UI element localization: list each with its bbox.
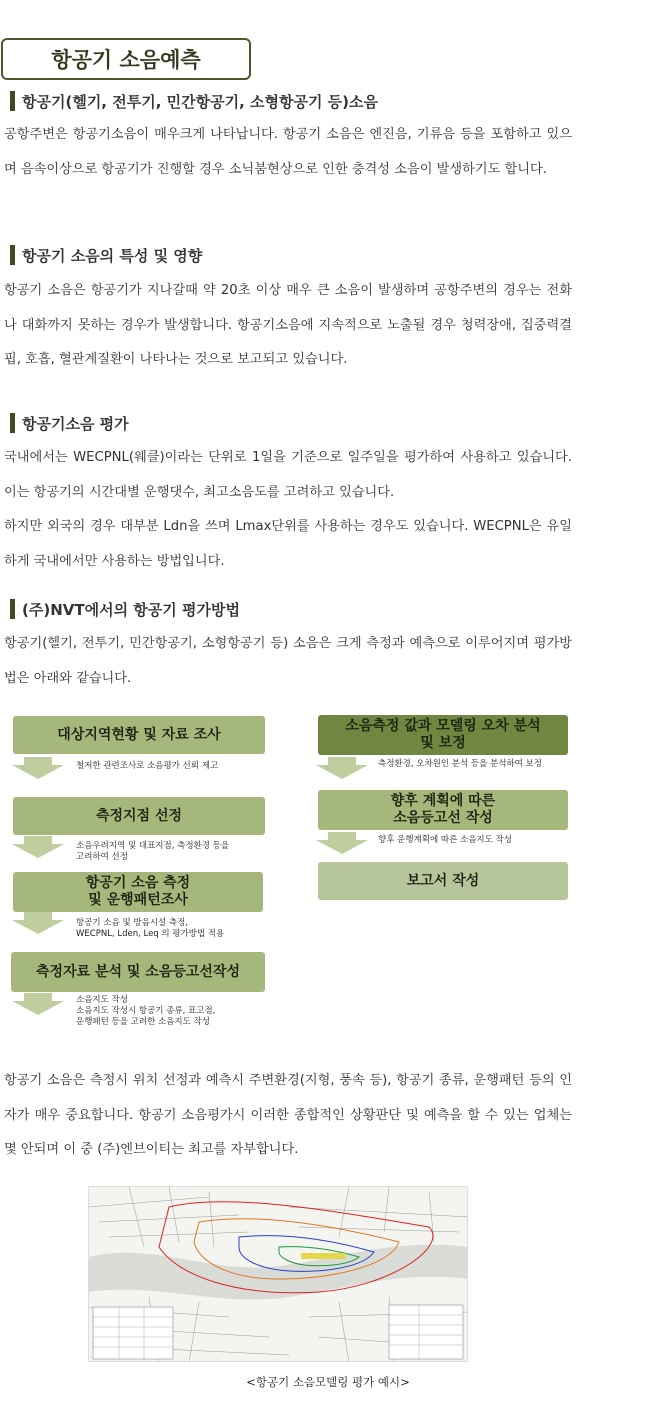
flow-arrow-down-icon <box>12 836 64 858</box>
heading-text: 항공기소음 평가 <box>22 414 129 433</box>
map-caption: <항공기 소음모델링 평가 예시> <box>246 1375 410 1389</box>
flow-arrow-down-icon <box>12 912 64 934</box>
section-heading-nvt-method <box>10 599 240 619</box>
flow-step-future-contours: 향후 계획에 따른 소음등고선 작성 <box>318 790 568 830</box>
flow-step-measurement: 항공기 소음 측정 및 운행패턴조사 <box>13 872 263 912</box>
paragraph-closing: 항공기 소음은 측정시 위치 선정과 예측시 주변환경(지형, 풍속 등), 항공기 종류, 운행패턴 등의 인자가 매우 중요합니다. 항공기 소음평가시 이러한 종합적인 상황판단 및 예측을 할 수 있는 업체는 몇 안되며 이 중 (주)엔브이티는 최고를 자부합니다. <box>4 1073 572 1157</box>
flow-step-error-correction: 소음측정 값과 모델링 오차 분석 및 보정 <box>318 715 568 755</box>
section-heading-characteristics <box>10 245 202 265</box>
flow-note-error-correction: 측정환경, 오차원인 분석 등을 분석하여 보정 <box>378 759 543 769</box>
paragraph-nvt-method: 항공기(헬기, 전투기, 민간항공기, 소형항공기 등) 소음은 크게 측정과 예측으로 이루어지며 평가방법은 아래와 같습니다. <box>4 636 572 686</box>
map-illustration <box>89 1187 468 1362</box>
page-title: 항공기 소음예측 <box>1 38 251 80</box>
section-heading-aircraft-noise <box>10 91 378 111</box>
flow-note-survey: 철저한 관련조사로 소음평가 신뢰 제고 <box>76 761 219 771</box>
heading-bar <box>10 245 15 265</box>
heading-text: 항공기 소음의 특성 및 영향 <box>22 246 203 265</box>
heading-bar <box>10 91 15 111</box>
flow-note-measurement: 항공기 소음 및 방음시설 측정, WECPNL, Lden, Leq 의 평가방법 적용 <box>76 918 225 939</box>
flow-note-site-selection: 소음우려지역 및 대표지점, 측정환경 등을 고려하여 선정 <box>76 841 230 862</box>
heading-bar <box>10 599 15 619</box>
flow-step-survey: 대상지역현황 및 자료 조사 <box>13 716 265 754</box>
heading-bar <box>10 413 15 433</box>
heading-text: (주)NVT에서의 항공기 평가방법 <box>22 600 240 619</box>
section-heading-evaluation <box>10 413 129 433</box>
paragraph-evaluation-2: 하지만 외국의 경우 대부분 Ldn을 쓰며 Lmax단위를 사용하는 경우도 있습니다. WECPNL은 유일하게 국내에서만 사용하는 방법입니다. <box>4 519 572 569</box>
paragraph-aircraft-noise: 공항주변은 항공기소음이 매우크게 나타납니다. 항공기 소음은 엔진음, 기류음 등을 포함하고 있으며 음속이상으로 항공기가 진행할 경우 소닉붐현상으로 인한 충격성 소음이 발생하기도 합니다. <box>4 127 572 177</box>
flow-arrow-down-icon <box>316 757 368 779</box>
flow-step-report: 보고서 작성 <box>318 862 568 900</box>
flow-step-analysis: 측정자료 분석 및 소음등고선작성 <box>11 952 265 992</box>
flow-note-analysis: 소음지도 작성 소음지도 작성시 항공기 종류, 표고점, 운행패턴 등을 고려한 소음지도 작성 <box>76 995 216 1027</box>
flow-step-site-selection: 측정지점 선정 <box>13 797 265 835</box>
noise-modeling-map-image <box>88 1186 468 1362</box>
paragraph-evaluation-1: 국내에서는 WECPNL(웨클)이라는 단위로 1일을 기준으로 일주일을 평가하여 사용하고 있습니다. 이는 항공기의 시간대별 운행댓수, 최고소음도를 고려하고 있습니다. <box>4 450 572 500</box>
flow-arrow-down-icon <box>316 832 368 854</box>
paragraph-characteristics: 항공기 소음은 항공기가 지나갈때 약 20초 이상 매우 큰 소음이 발생하며 공항주변의 경우는 전화나 대화까지 못하는 경우가 발생합니다. 항공기소음에 지속적으로 노출될 경우 청력장애, 집중력결핍, 호흡, 혈관계질환이 나타나는 것으로 보고되고 있습니다. <box>4 283 572 367</box>
flow-note-future-contours: 향후 운행계획에 따른 소음지도 작성 <box>378 835 512 845</box>
flow-arrow-down-icon <box>12 757 64 779</box>
heading-text: 항공기(헬기, 전투기, 민간항공기, 소형항공기 등)소음 <box>22 92 378 111</box>
flow-arrow-down-icon <box>12 993 64 1015</box>
